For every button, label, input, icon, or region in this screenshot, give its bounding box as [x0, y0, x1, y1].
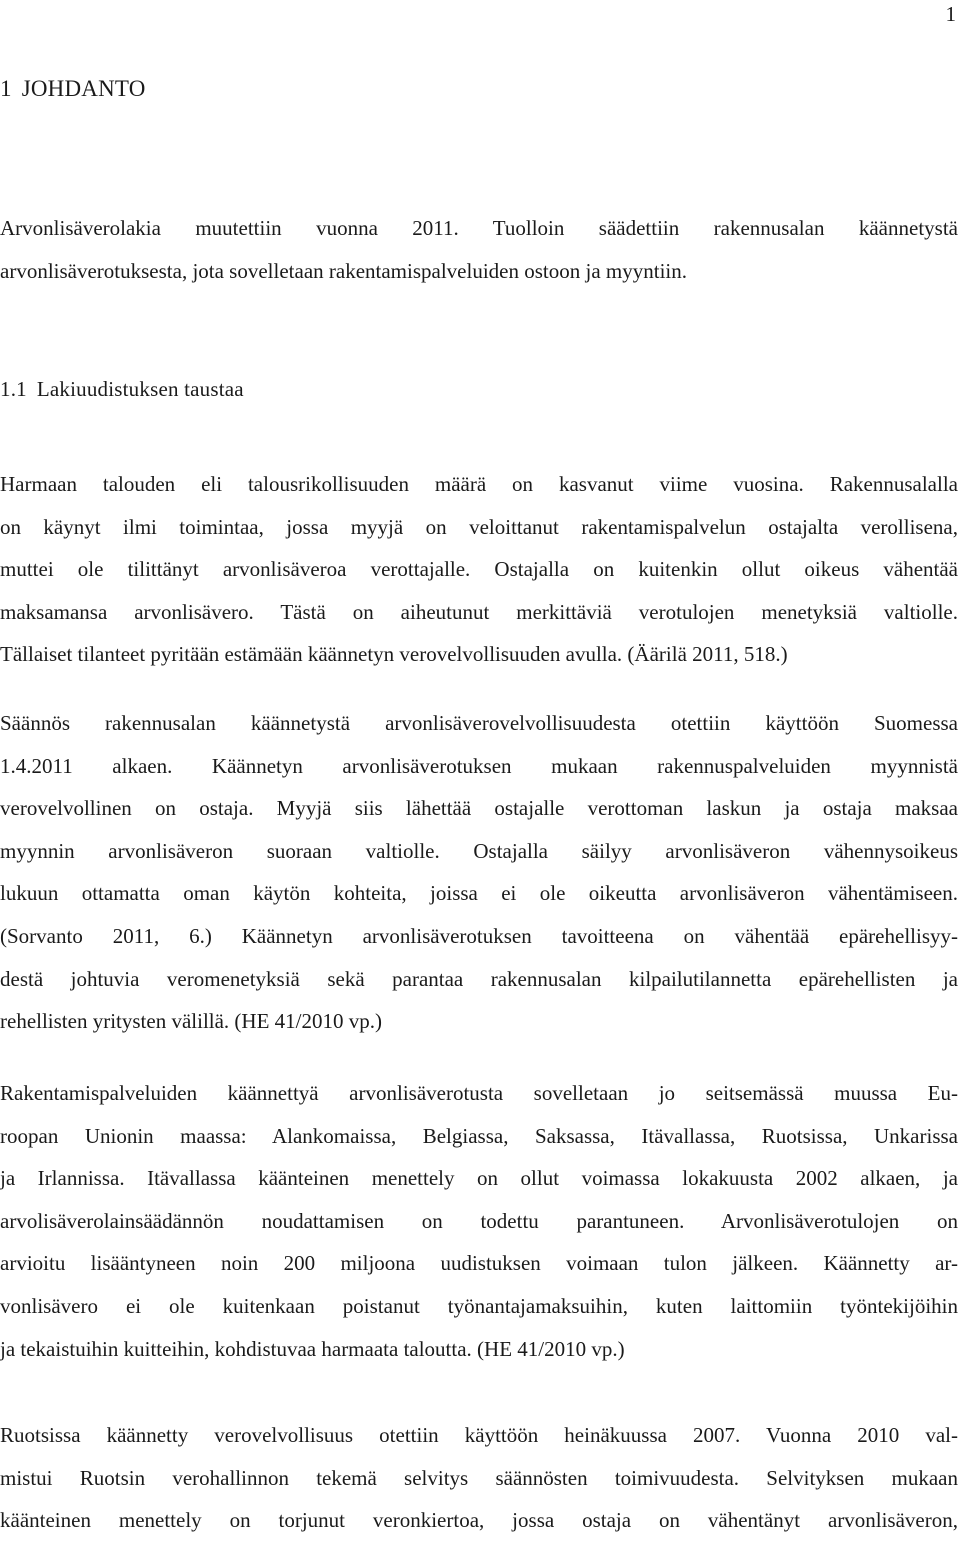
text-line: destä johtuvia veromenetyksiä sekä parantaa rakennusalan kilpailutilannetta epärehellisten ja [0, 966, 958, 991]
body-paragraph-3 [0, 1072, 958, 1370]
text-line: muttei ole tilittänyt arvonlisäveroa verottajalle. Ostajalla on kuitenkin ollut oikeus vähentää [0, 557, 958, 582]
body-paragraph-1 [0, 463, 958, 676]
text-line: Ruotsissa käännetty verovelvollisuus otettiin käyttöön heinäkuussa 2007. Vuonna 2010 val- [0, 1423, 958, 1447]
text-line: arvioitu lisääntyneen noin 200 miljoona uudistuksen voimaan tulon jälkeen. Käännetty ar- [0, 1251, 958, 1276]
chapter-heading [0, 76, 146, 102]
text-line: vonlisävero ei ole kuitenkaan poistanut työnantajamaksuihin, kuten laittomiin työntekijöihin [0, 1293, 958, 1318]
body-paragraph-2 [0, 702, 958, 1043]
text-line: maksamansa arvonlisävero. Tästä on aiheutunut merkittäviä verotulojen menetyksiä valtiolle. [0, 599, 958, 624]
text-line: ja tekaistuihin kuitteihin, kohdistuvaa harmaata taloutta. (HE 41/2010 vp.) [0, 1336, 625, 1361]
text-line: Harmaan talouden eli talousrikollisuuden määrä on kasvanut viime vuosina. Rakennusalalla [0, 472, 958, 496]
text-line: myynnin arvonlisäveron suoraan valtiolle. Ostajalla säilyy arvonlisäveron vähennysoikeus [0, 838, 958, 863]
text-line: arvolisäverolainsäädännön noudattamisen on todettu parantuneen. Arvonlisäverotulojen on [0, 1208, 958, 1233]
text-line: 1.4.2011 alkaen. Käännetyn arvonlisäverotuksen mukaan rakennuspalveluiden myynnistä [0, 753, 958, 778]
section-title: Lakiuudistuksen taustaa [36, 377, 244, 401]
chapter-number: 1 [0, 76, 12, 101]
text-line: Arvonlisäverolakia muutettiin vuonna 2011. Tuolloin säädettiin rakennusalan käännetystä [0, 216, 958, 240]
intro-paragraph [0, 207, 958, 292]
text-line: käänteinen menettely on torjunut veronkiertoa, jossa ostaja on vähentänyt arvonlisäveron, [0, 1508, 958, 1533]
page-number: 1 [945, 2, 956, 26]
text-line: lukuun ottamatta oman käytön kohteita, joissa ei ole oikeutta arvonlisäveron vähentämiseen. [0, 881, 958, 906]
text-line: roopan Unionin maassa: Alankomaissa, Belgiassa, Saksassa, Itävallassa, Ruotsissa, Unkarissa [0, 1123, 958, 1148]
text-line: Tällaiset tilanteet pyritään estämään käännetyn verovelvollisuuden avulla. (Äärilä 2011, 518.) [0, 642, 788, 667]
text-line: verovelvollinen on ostaja. Myyjä siis lähettää ostajalle verottoman laskun ja ostaja maksaa [0, 796, 958, 821]
body-paragraph-4 [0, 1414, 958, 1542]
text-line: ja Irlannissa. Itävallassa käänteinen menettely on ollut voimassa lokakuusta 2002 alkaen, ja [0, 1166, 958, 1191]
text-line: mistui Ruotsin verohallinnon tekemä selvitys säännösten toimivuudesta. Selvityksen mukaan [0, 1465, 958, 1490]
text-line: on käynyt ilmi toimintaa, jossa myyjä on veloittanut rakentamispalvelun ostajalta verollisena, [0, 514, 958, 539]
section-heading [0, 377, 244, 402]
text-line: rehellisten yritysten välillä. (HE 41/2010 vp.) [0, 1009, 382, 1034]
text-line: (Sorvanto 2011, 6.) Käännetyn arvonlisäverotuksen tavoitteena on vähentää epärehellisyy- [0, 923, 958, 948]
chapter-title: JOHDANTO [21, 76, 146, 101]
text-line: Säännös rakennusalan käännetystä arvonlisäverovelvollisuudesta otettiin käyttöön Suomessa [0, 711, 958, 735]
text-line: Rakentamispalveluiden käännettyä arvonlisäverotusta sovelletaan jo seitsemässä muussa Eu- [0, 1081, 958, 1105]
section-number: 1.1 [0, 377, 27, 401]
text-line: arvonlisäverotuksesta, jota sovelletaan rakentamispalveluiden ostoon ja myyntiin. [0, 258, 687, 283]
